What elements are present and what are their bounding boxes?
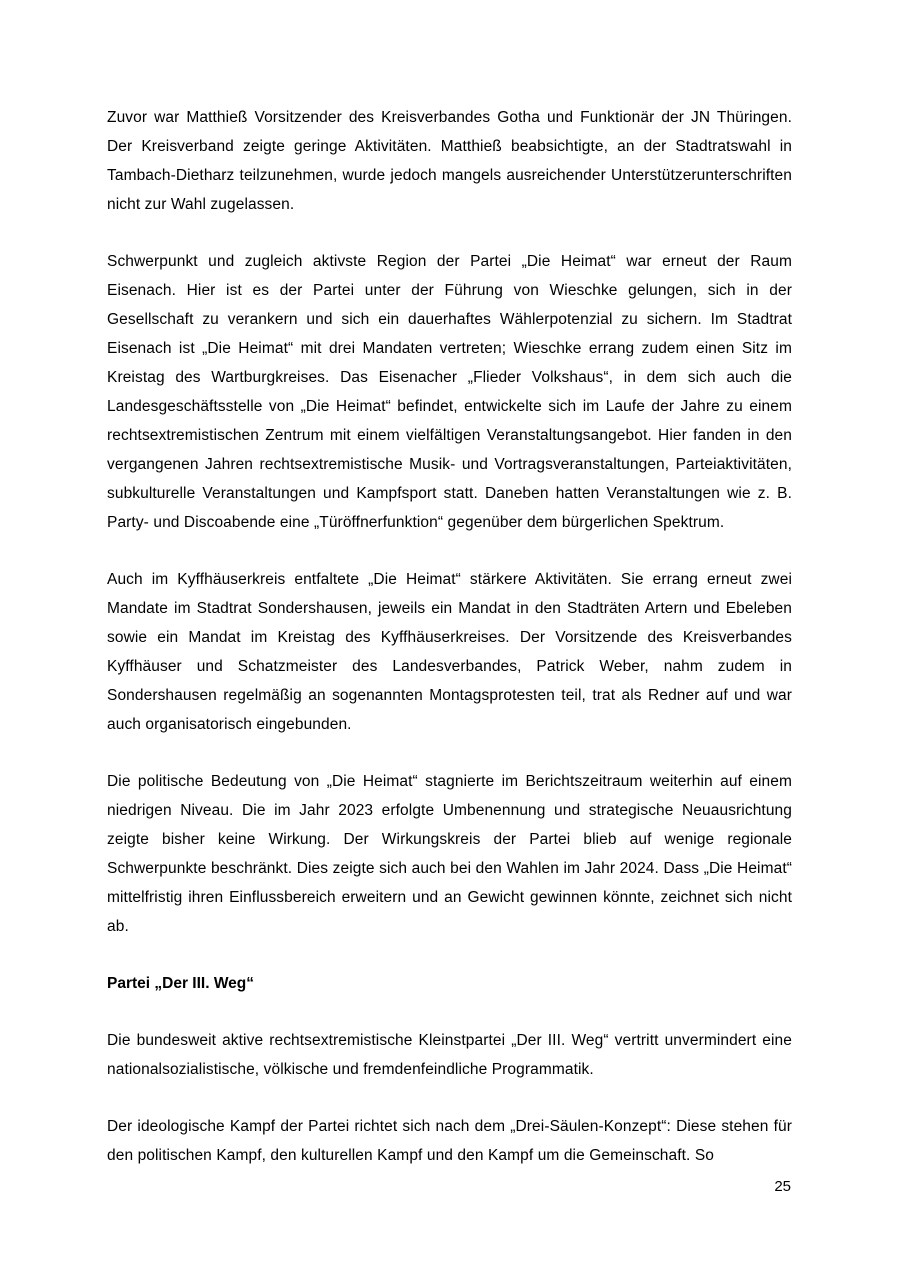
paragraph-drei-saeulen-konzept: Der ideologische Kampf der Partei richtet sich nach dem „Drei-Säulen-Konzept“: Diese stehen für den politischen Kampf, den kulturellen Kampf und den Kampf um die Gemeinschaft. So xyxy=(107,1118,792,1164)
paragraph-kleinstpartei: Die bundesweit aktive rechtsextremistische Kleinstpartei „Der III. Weg“ vertritt unvermindert eine nationalsozialistische, völkische und fremdenfeindliche Programmatik. xyxy=(107,1032,792,1078)
page-number: 25 xyxy=(774,1178,791,1195)
paragraph-kyffhaeuserkreis: Auch im Kyffhäuserkreis entfaltete „Die Heimat“ stärkere Aktivitäten. Sie errang erneut zwei Mandate im Stadtrat Sondershausen, jeweils ein Mandat in den Stadträten Artern und Ebeleben sowie ein Mandat im Kreistag des Kyffhäuserkreises. Der Vorsitzende des Kreisverbandes Kyffhäuser und Schatzmeister des Landesverbandes, Patrick Weber, nahm zudem in Sondershausen regelmäßig an sogenannten Montagsprotesten teil, trat als Redner auf und war auch organisatorisch eingebunden. xyxy=(107,571,792,733)
paragraph-eisenach: Schwerpunkt und zugleich aktivste Region der Partei „Die Heimat“ war erneut der Raum Eisenach. Hier ist es der Partei unter der Führung von Wieschke gelungen, sich in der Gesellschaft zu verankern und sich ein dauerhaftes Wählerpotenzial zu sichern. Im Stadtrat Eisenach ist „Die Heimat“ mit drei Mandaten vertreten; Wieschke errang zudem einen Sitz im Kreistag des Wartburgkreises. Das Eisenacher „Flieder Volkshaus“, in dem sich auch die Landesgeschäftsstelle von „Die Heimat“ befindet, entwickelte sich im Laufe der Jahre zu einem rechtsextremistischen Zentrum mit einem vielfältigen Veranstaltungsangebot. Hier fanden in den vergangenen Jahren rechtsextremistische Musik- und Vortragsveranstaltungen, Parteiaktivitäten, subkulturelle Veranstaltungen und Kampfsport statt. Daneben hatten Veranstaltungen wie z. B. Party- und Discoabende eine „Türöffnerfunktion“ gegenüber dem bürgerlichen Spektrum. xyxy=(107,253,792,531)
page-content xyxy=(107,103,792,1198)
section-heading-der-iii-weg: Partei „Der III. Weg“ xyxy=(107,975,255,992)
paragraph-matthiess: Zuvor war Matthieß Vorsitzender des Kreisverbandes Gotha und Funktionär der JN Thüringen. Der Kreisverband zeigte geringe Aktivitäten. Matthieß beabsichtigte, an der Stadtratswahl in Tambach-Dietharz teilzunehmen, wurde jedoch mangels ausreichender Unterstützerunterschriften nicht zur Wahl zugelassen. xyxy=(107,109,792,213)
paragraph-politische-bedeutung: Die politische Bedeutung von „Die Heimat“ stagnierte im Berichtszeitraum weiterhin auf einem niedrigen Niveau. Die im Jahr 2023 erfolgte Umbenennung und strategische Neuausrichtung zeigte bisher keine Wirkung. Der Wirkungskreis der Partei blieb auf wenige regionale Schwerpunkte beschränkt. Dies zeigte sich auch bei den Wahlen im Jahr 2024. Dass „Die Heimat“ mittelfristig ihren Einflussbereich erweitern und an Gewicht gewinnen könnte, zeichnet sich nicht ab. xyxy=(107,773,792,935)
